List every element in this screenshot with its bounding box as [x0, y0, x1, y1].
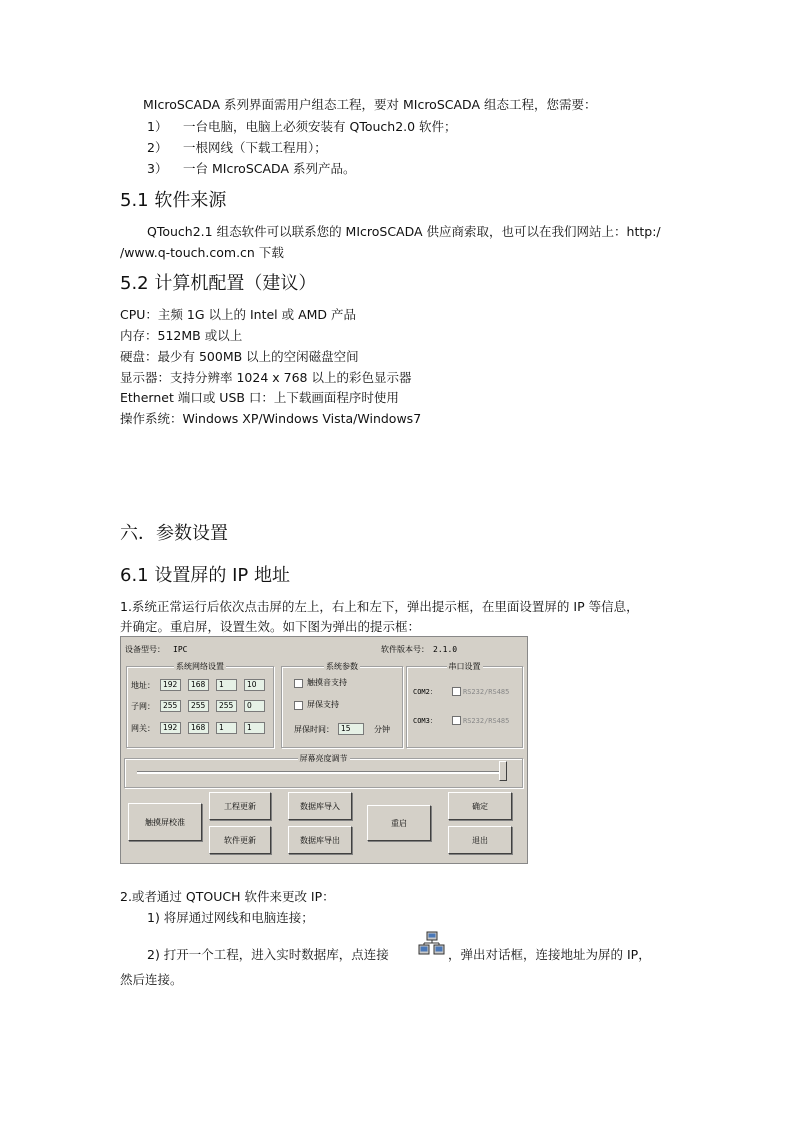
s61-paragraph: 并确定。重启屏，设置生效。如下图为弹出的提示框：: [120, 619, 421, 634]
com3-label: COM3：: [413, 717, 437, 725]
s51-line1: QTouch2.1 组态软件可以联系您的 MIcroSCADA 供应商索取，也可以在我们网站上：http:/: [147, 224, 661, 239]
section-6-title: 六．参数设置: [120, 523, 228, 544]
section-6-1-title: 6.1 设置屏的 IP 地址: [120, 565, 290, 586]
saver-time-label: 屏保时间：: [294, 725, 334, 734]
calibrate-button[interactable]: 触摸屏校准: [128, 803, 202, 841]
software-update-button[interactable]: 软件更新: [209, 826, 271, 854]
com3-option: RS232/RS485: [463, 717, 510, 725]
brightness-slider-track[interactable]: [137, 771, 507, 774]
mask-octet-3[interactable]: 255: [216, 700, 237, 712]
method2-step2b: ，弹出对话框，连接地址为屏的 IP，: [448, 947, 651, 962]
network-settings-group: [126, 662, 274, 748]
exit-button[interactable]: 退出: [448, 826, 512, 854]
serial-settings-group: [406, 662, 523, 748]
need-item: 3） 一台 MIcroSCADA 系列产品。: [147, 161, 356, 176]
section-5-2-title: 5.2 计算机配置（建议）: [120, 273, 317, 294]
device-model-label: 设备型号： IPC: [125, 645, 188, 654]
config-line: 显示器：支持分辨率 1024 x 768 以上的彩色显示器: [120, 370, 412, 385]
mask-octet-4[interactable]: 0: [244, 700, 265, 712]
touch-sound-label: 触摸音支持: [307, 678, 347, 687]
config-line: Ethernet 端口或 USB 口：上下载画面程序时使用: [120, 390, 399, 405]
screensaver-label: 屏保支持: [307, 700, 339, 709]
s61-paragraph: 1.系统正常运行后依次点击屏的左上，右上和左下，弹出提示框，在里面设置屏的 IP 等信息，: [120, 599, 639, 614]
network-connect-icon: [418, 931, 446, 957]
ip-octet-1[interactable]: 192: [160, 679, 181, 691]
method2-step2a: 2) 打开一个工程，进入实时数据库，点连接: [147, 947, 389, 962]
com2-option: RS232/RS485: [463, 688, 510, 696]
gateway-octet-1[interactable]: 192: [160, 722, 181, 734]
mask-octet-1[interactable]: 255: [160, 700, 181, 712]
ip-octet-4[interactable]: 10: [244, 679, 265, 691]
mask-label: 子网：: [131, 702, 155, 711]
method2-title: 2.或者通过 QTOUCH 软件来更改 IP：: [120, 889, 335, 904]
gateway-octet-4[interactable]: 1: [244, 722, 265, 734]
method2-step1: 1) 将屏通过网线和电脑连接；: [147, 910, 314, 925]
db-import-button[interactable]: 数据库导入: [288, 792, 352, 820]
project-update-button[interactable]: 工程更新: [209, 792, 271, 820]
ip-label: 地址：: [131, 681, 155, 690]
screensaver-checkbox[interactable]: [294, 701, 303, 710]
network-settings-label: 系统网络设置: [176, 662, 224, 671]
section-5-1-title: 5.1 软件来源: [120, 190, 227, 211]
com2-checkbox[interactable]: [452, 687, 461, 696]
ip-octet-3[interactable]: 1: [216, 679, 237, 691]
serial-settings-label: 串口设置: [448, 662, 481, 671]
software-version-label: 软件版本号： 2.1.0: [381, 645, 458, 654]
config-line: CPU：主频 1G 以上的 Intel 或 AMD 产品: [120, 307, 357, 322]
gateway-label: 网关：: [131, 724, 155, 733]
mask-octet-2[interactable]: 255: [188, 700, 209, 712]
touch-sound-checkbox[interactable]: [294, 679, 303, 688]
config-line: 操作系统：Windows XP/Windows Vista/Windows7: [120, 411, 422, 426]
ip-octet-2[interactable]: 168: [188, 679, 209, 691]
intro-text: MIcroSCADA 系列界面需用户组态工程，要对 MIcroSCADA 组态工程，您需要：: [143, 97, 597, 112]
gateway-octet-2[interactable]: 168: [188, 722, 209, 734]
brightness-label: 屏幕亮度调节: [299, 754, 348, 763]
s51-line2: /www.q-touch.com.cn 下载: [120, 245, 284, 260]
system-params-group: [281, 662, 403, 748]
saver-unit-label: 分钟: [374, 725, 390, 734]
config-line: 硬盘：最少有 500MB 以上的空闲磁盘空间: [120, 349, 359, 364]
saver-time-input[interactable]: 15: [338, 723, 364, 735]
com3-checkbox[interactable]: [452, 716, 461, 725]
need-item: 2） 一根网线（下载工程用）；: [147, 140, 327, 155]
restart-button[interactable]: 重启: [367, 805, 431, 841]
method2-step2c: 然后连接。: [120, 972, 183, 987]
need-item: 1） 一台电脑，电脑上必须安装有 QTouch2.0 软件；: [147, 119, 457, 134]
settings-dialog: [120, 636, 528, 864]
com2-label: COM2：: [413, 688, 437, 696]
system-params-label: 系统参数: [326, 662, 358, 671]
gateway-octet-3[interactable]: 1: [216, 722, 237, 734]
ok-button[interactable]: 确定: [448, 792, 512, 820]
db-export-button[interactable]: 数据库导出: [288, 826, 352, 854]
brightness-slider-thumb[interactable]: [499, 761, 507, 781]
config-line: 内存：512MB 或以上: [120, 328, 243, 343]
